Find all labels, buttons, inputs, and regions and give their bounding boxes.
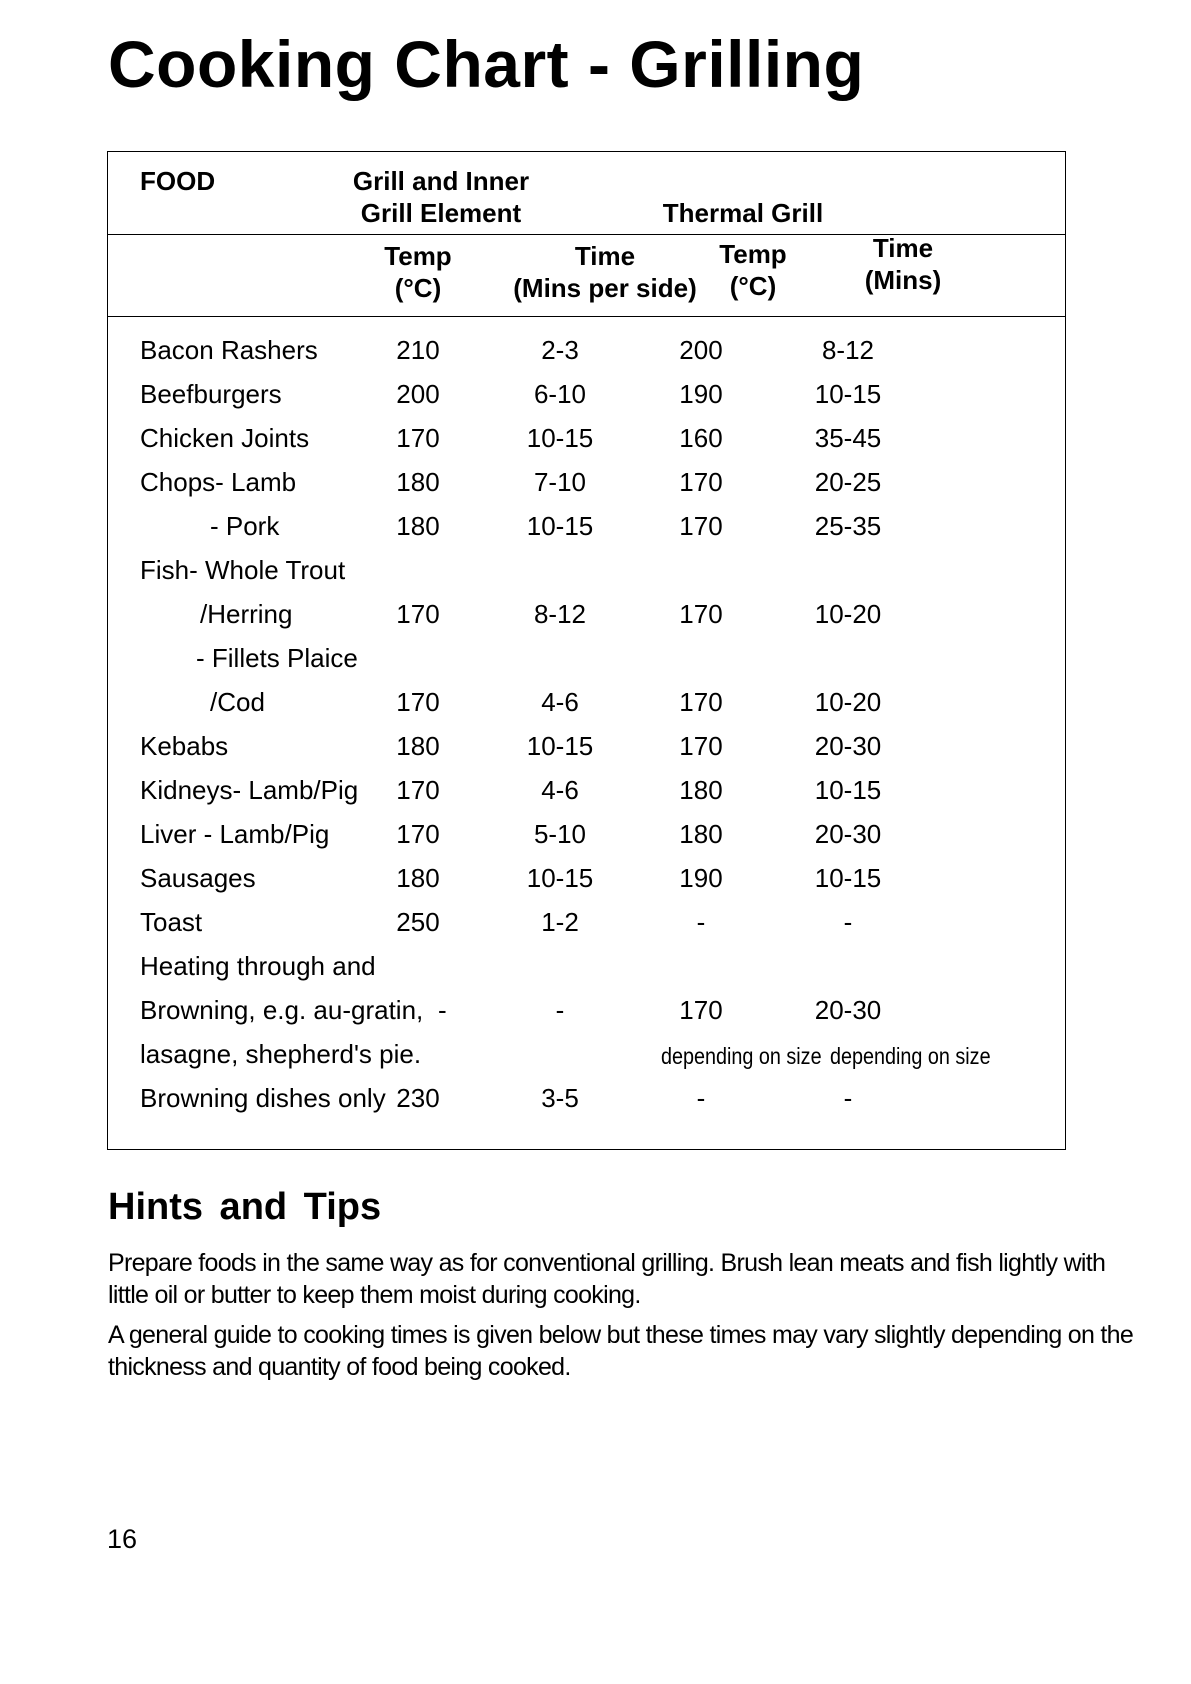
header-thermal-time-label: Time — [872, 233, 934, 263]
grill-temp-cell: 170 — [396, 423, 440, 453]
table-row — [108, 554, 1065, 598]
grill-temp-cell: 170 — [396, 687, 440, 717]
header-time-label: Time — [574, 241, 636, 271]
thermal-time-cell: 10-20 — [814, 599, 882, 629]
table-row — [108, 818, 1065, 862]
table-row — [108, 1038, 1065, 1082]
grill-temp-cell: 170 — [396, 819, 440, 849]
thermal-temp-cell: - — [696, 907, 706, 937]
thermal-temp-cell: 170 — [679, 511, 723, 541]
table-row — [108, 642, 1065, 686]
thermal-time-cell: 20-25 — [814, 467, 882, 497]
thermal-temp-cell: 170 — [679, 731, 723, 761]
grill-time-cell: 2-3 — [541, 335, 579, 365]
thermal-time-cell: 35-45 — [814, 423, 882, 453]
table-row — [108, 378, 1065, 422]
table-row — [108, 466, 1065, 510]
grill-temp-cell: 230 — [396, 1083, 440, 1113]
thermal-temp-note: depending on size — [661, 1043, 822, 1069]
grill-time-cell: 10-15 — [526, 863, 594, 893]
thermal-time-cell: 20-30 — [814, 995, 882, 1025]
grill-temp-cell: 200 — [396, 379, 440, 409]
thermal-temp-cell: 180 — [679, 819, 723, 849]
hints-paragraph-1: Prepare foods in the same way as for conventional grilling. Brush lean meats and fish lightly with little oil or butter to keep them moist during cooking. — [108, 1249, 1106, 1309]
thermal-temp-cell: 170 — [679, 467, 723, 497]
grill-time-cell: 4-6 — [541, 775, 579, 805]
header-grill-group-line1: Grill and Inner — [352, 166, 530, 196]
thermal-time-cell: 20-30 — [814, 731, 882, 761]
food-cell: Fish- Whole Trout — [140, 555, 346, 585]
grill-temp-cell: - — [438, 995, 447, 1025]
thermal-time-cell: 8-12 — [821, 335, 875, 365]
thermal-temp-cell: - — [696, 1083, 706, 1113]
table-row — [108, 510, 1065, 554]
hints-paragraph-2: A general guide to cooking times is given below but these times may vary slightly depending on the thickness and quantity of food being cooked. — [108, 1321, 1134, 1381]
table-row — [108, 906, 1065, 950]
food-cell: Kebabs — [140, 731, 229, 761]
thermal-time-cell: - — [843, 1083, 853, 1113]
thermal-time-cell: 20-30 — [814, 819, 882, 849]
grill-temp-cell: 170 — [396, 775, 440, 805]
grill-time-cell: 5-10 — [533, 819, 587, 849]
grill-time-cell: 10-15 — [526, 731, 594, 761]
grill-time-cell: 8-12 — [533, 599, 587, 629]
header-thermal-time-unit: (Mins) — [864, 265, 942, 295]
table-row — [108, 334, 1065, 378]
thermal-time-cell: - — [843, 907, 853, 937]
grill-time-cell: 10-15 — [526, 423, 594, 453]
header-thermal-group: Thermal Grill — [662, 198, 824, 228]
header-temp-label: Temp — [384, 241, 452, 271]
grill-temp-cell: 180 — [396, 467, 440, 497]
grill-time-cell: 10-15 — [526, 511, 594, 541]
header-thermal-temp-label: Temp — [719, 239, 787, 269]
thermal-temp-cell: 170 — [679, 687, 723, 717]
food-cell: /Herring — [200, 599, 293, 629]
grill-time-cell: 3-5 — [541, 1083, 579, 1113]
table-row — [108, 862, 1065, 906]
header-food: FOOD — [140, 166, 216, 196]
thermal-temp-cell: 190 — [679, 379, 723, 409]
grill-time-cell: - — [555, 995, 565, 1025]
thermal-temp-cell: 190 — [679, 863, 723, 893]
food-cell: Heating through and — [140, 951, 376, 981]
thermal-time-note: depending on size — [830, 1043, 991, 1069]
thermal-temp-cell: 160 — [679, 423, 723, 453]
food-cell: Liver - Lamb/Pig — [140, 819, 330, 849]
grill-temp-cell: 170 — [396, 599, 440, 629]
thermal-time-cell: 10-15 — [814, 379, 882, 409]
grill-temp-cell: 210 — [396, 335, 440, 365]
thermal-time-cell: 10-15 — [814, 863, 882, 893]
table-row — [108, 730, 1065, 774]
header-bottom-divider — [108, 316, 1065, 317]
thermal-temp-cell: 170 — [679, 995, 723, 1025]
page-number: 16 — [107, 1524, 138, 1554]
thermal-time-cell: 10-20 — [814, 687, 882, 717]
hints-heading: Hints and Tips — [108, 1186, 382, 1228]
table-row — [108, 422, 1065, 466]
thermal-time-cell: 25-35 — [814, 511, 882, 541]
table-row — [108, 1082, 1065, 1126]
thermal-time-cell: 10-15 — [814, 775, 882, 805]
food-cell: Beefburgers — [140, 379, 282, 409]
food-cell: - Pork — [210, 511, 280, 541]
food-cell: - Fillets Plaice — [196, 643, 358, 673]
table-row — [108, 598, 1065, 642]
thermal-temp-cell: 180 — [679, 775, 723, 805]
food-cell: Chops- Lamb — [140, 467, 297, 497]
header-grill-group-line2: Grill Element — [360, 198, 522, 228]
food-cell: Browning dishes only — [140, 1083, 386, 1113]
food-cell: Sausages — [140, 863, 256, 893]
thermal-temp-cell: 200 — [679, 335, 723, 365]
grill-temp-cell: 250 — [396, 907, 440, 937]
food-cell: lasagne, shepherd's pie. — [140, 1039, 422, 1069]
food-cell: /Cod — [210, 687, 265, 717]
grill-time-cell: 7-10 — [533, 467, 587, 497]
food-cell: Chicken Joints — [140, 423, 310, 453]
food-cell: Kidneys- Lamb/Pig — [140, 775, 359, 805]
grill-temp-cell: 180 — [396, 731, 440, 761]
grill-time-cell: 1-2 — [541, 907, 579, 937]
table-row — [108, 994, 1065, 1038]
thermal-temp-cell: 170 — [679, 599, 723, 629]
food-cell: Browning, e.g. au-gratin, — [140, 995, 424, 1025]
header-temp-unit: (°C) — [394, 273, 442, 303]
table-row — [108, 686, 1065, 730]
page-title: Cooking Chart - Grilling — [108, 27, 865, 101]
table-row — [108, 774, 1065, 818]
food-cell: Toast — [140, 907, 203, 937]
header-time-unit: (Mins per side) — [513, 273, 697, 303]
grill-time-cell: 6-10 — [533, 379, 587, 409]
food-cell: Bacon Rashers — [140, 335, 318, 365]
grilling-chart-table — [107, 151, 1066, 1150]
table-row — [108, 950, 1065, 994]
grill-temp-cell: 180 — [396, 863, 440, 893]
grill-temp-cell: 180 — [396, 511, 440, 541]
header-thermal-temp-unit: (°C) — [729, 271, 777, 301]
grill-time-cell: 4-6 — [541, 687, 579, 717]
